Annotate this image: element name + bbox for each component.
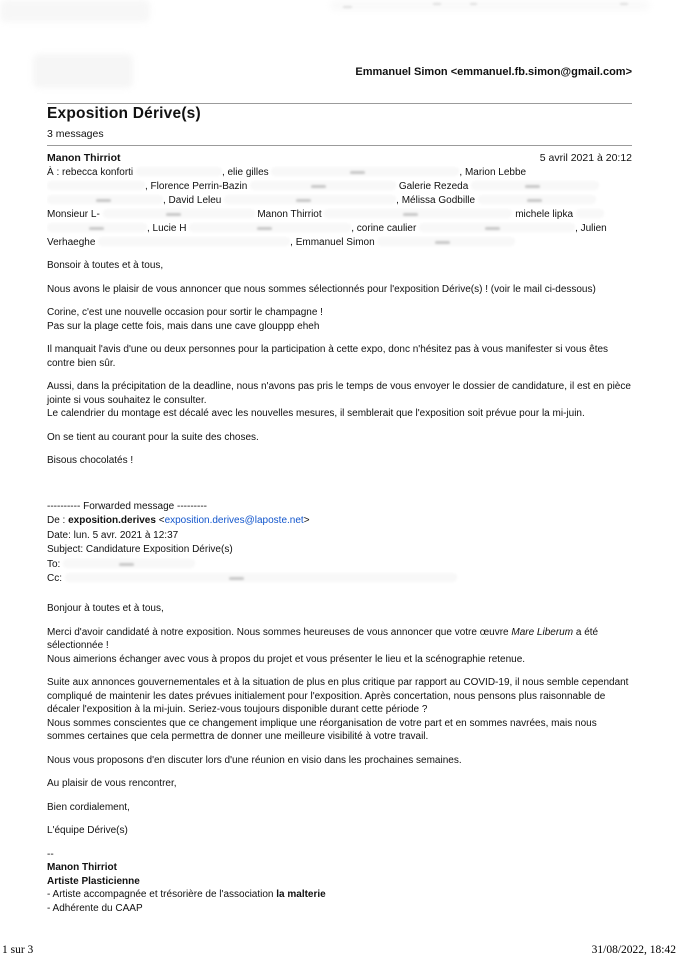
text-line: , David Leleu , Mélissa Godbille xyxy=(47,194,637,208)
text-line: , Florence Perrin-Bazin Galerie Rezeda xyxy=(47,180,637,194)
redacted-print-header-right xyxy=(330,0,650,11)
redacted-text xyxy=(471,181,599,190)
redacted-print-header-left xyxy=(0,0,150,22)
text-line: To: xyxy=(47,558,632,572)
italic-text: Mare Liberum xyxy=(511,626,574,638)
bold-text: Artiste Plasticienne xyxy=(47,875,140,887)
message-date: 5 avril 2021 à 20:12 xyxy=(539,152,632,164)
paragraph: Nous avons le plaisir de vous annoncer que nous sommes sélectionnés pour l'exposition Dérive(s) ! (voir le mail ci-dessous) xyxy=(47,283,596,295)
paragraph: Bonjour à toutes et à tous, xyxy=(47,603,164,614)
redacted-text xyxy=(478,195,596,204)
divider-top xyxy=(47,103,632,104)
sender-name: Manon Thirriot xyxy=(47,152,121,164)
message1-header xyxy=(47,152,632,164)
text-line: À : rebecca konforti , elie gilles , Marion Lebbe xyxy=(47,167,527,178)
paragraph: Suite aux annonces gouvernementales et à la situation de plus en plus critique par rapport au COVID-19, il nous semble cependant compliqué de maintenir les dates prévues initialement pour l'exposition. Après concertation, nous pensons plus raisonnable de décaler l'exposition à la mi-juin. Seriez-vous toujours disponible durant cette période ? Nous sommes conscientes que ce changement implique une réorganisation de votre part et en sommes navrées, mais nous sommes certaines que cela permettra de donner une meilleure visibilité à votre travail. xyxy=(47,677,629,742)
redaction-artifact xyxy=(433,3,441,5)
message2-body xyxy=(47,602,632,925)
print-timestamp: 31/08/2022, 18:42 xyxy=(591,944,676,956)
paragraph: Bonsoir à toutes et à tous, xyxy=(47,260,164,271)
text-line: De : exposition.derives <exposition.derives@laposte.net> xyxy=(47,515,310,527)
redacted-text xyxy=(324,209,512,218)
paragraph: Nous vous proposons d'en discuter lors d'une réunion en visio dans les prochaines semaines. xyxy=(47,754,462,766)
thread-subject: Exposition Dérive(s) xyxy=(47,105,201,122)
redacted-gmail-logo xyxy=(33,54,133,88)
redaction-artifact xyxy=(620,3,628,5)
redacted-text xyxy=(103,209,255,218)
bold-text: Manon Thirriot xyxy=(47,862,117,873)
paragraph: Bisous chocolatés ! xyxy=(47,455,134,466)
bold-text: la malterie xyxy=(276,889,326,900)
email-link[interactable]: exposition.derives@laposte.net xyxy=(164,515,304,527)
text-line: ---------- Forwarded message --------- xyxy=(47,501,207,512)
paragraph: Merci d'avoir candidaté à notre exposition. Nous sommes heureuses de vous annoncer que votre œuvre Mare Liberum a été sélectionnée ! Nous aimerions échanger avec vous à propos du projet et vous présenter le lieu et la scénographie retenue. xyxy=(47,626,599,665)
paragraph: Aussi, dans la précipitation de la deadline, nous n'avons pas pris le temps de vous envoyer le dossier de candidature, il est en pièce jointe si vous souhaitez le consulter. Le calendrier du montage est décalé avec les nouvelles mesures, il semblerait que l'exposition soit prévue pour la mi-juin. xyxy=(47,381,631,419)
redacted-text xyxy=(271,167,459,176)
page-number: 1 sur 3 xyxy=(2,944,34,956)
text-line: Verhaeghe , Emmanuel Simon xyxy=(47,236,637,250)
paragraph: On se tient au courant pour la suite des choses. xyxy=(47,431,259,443)
account-owner: Emmanuel Simon <emmanuel.fb.simon@gmail.com> xyxy=(355,66,632,78)
redaction-artifact xyxy=(343,6,352,8)
redacted-text xyxy=(576,209,604,218)
recipients-list xyxy=(47,166,637,250)
paragraph: Bien cordialement, xyxy=(47,801,130,813)
redacted-text xyxy=(136,167,222,176)
text-line: Subject: Candidature Exposition Dérive(s) xyxy=(47,544,233,556)
redacted-text xyxy=(63,559,195,568)
redacted-text xyxy=(377,237,515,246)
bold-text: exposition.derives xyxy=(68,515,156,527)
redacted-text xyxy=(419,223,575,232)
redacted-text xyxy=(47,181,145,190)
text-line: Date: lun. 5 avr. 2021 à 12:37 xyxy=(47,529,179,541)
text-line: , Lucie H , corine caulier , Julien xyxy=(47,222,637,236)
redacted-text xyxy=(98,237,290,246)
redacted-text xyxy=(65,573,457,582)
message-count: 3 messages xyxy=(47,128,104,140)
divider-under-subject xyxy=(47,145,632,146)
forwarded-message-header xyxy=(47,500,632,586)
text-line: Monsieur L- Manon Thirriot michele lipka xyxy=(47,208,637,222)
text-line: Cc: xyxy=(47,572,632,586)
redacted-text xyxy=(47,223,147,232)
redaction-artifact xyxy=(470,3,477,5)
paragraph: -- Manon Thirriot Artiste Plasticienne - Artiste accompagnée et trésorière de l'association la malterie - Adhérente du CAAP xyxy=(47,848,326,914)
paragraph: Corine, c'est une nouvelle occasion pour sortir le champagne ! Pas sur la plage cette fois, mais dans une cave glouppp eheh xyxy=(47,307,323,332)
redacted-text xyxy=(250,181,396,190)
redacted-text xyxy=(47,195,163,204)
paragraph: Au plaisir de vous rencontrer, xyxy=(47,778,177,789)
redacted-text xyxy=(189,223,351,232)
message1-body xyxy=(47,259,632,478)
paragraph: L'équipe Dérive(s) xyxy=(47,825,128,836)
paragraph: Il manquait l'avis d'une ou deux personnes pour la participation à cette expo, donc n'hésitez pas à vous manifester si vous êtes contre bien sûr. xyxy=(47,344,609,369)
redacted-text xyxy=(224,195,396,204)
